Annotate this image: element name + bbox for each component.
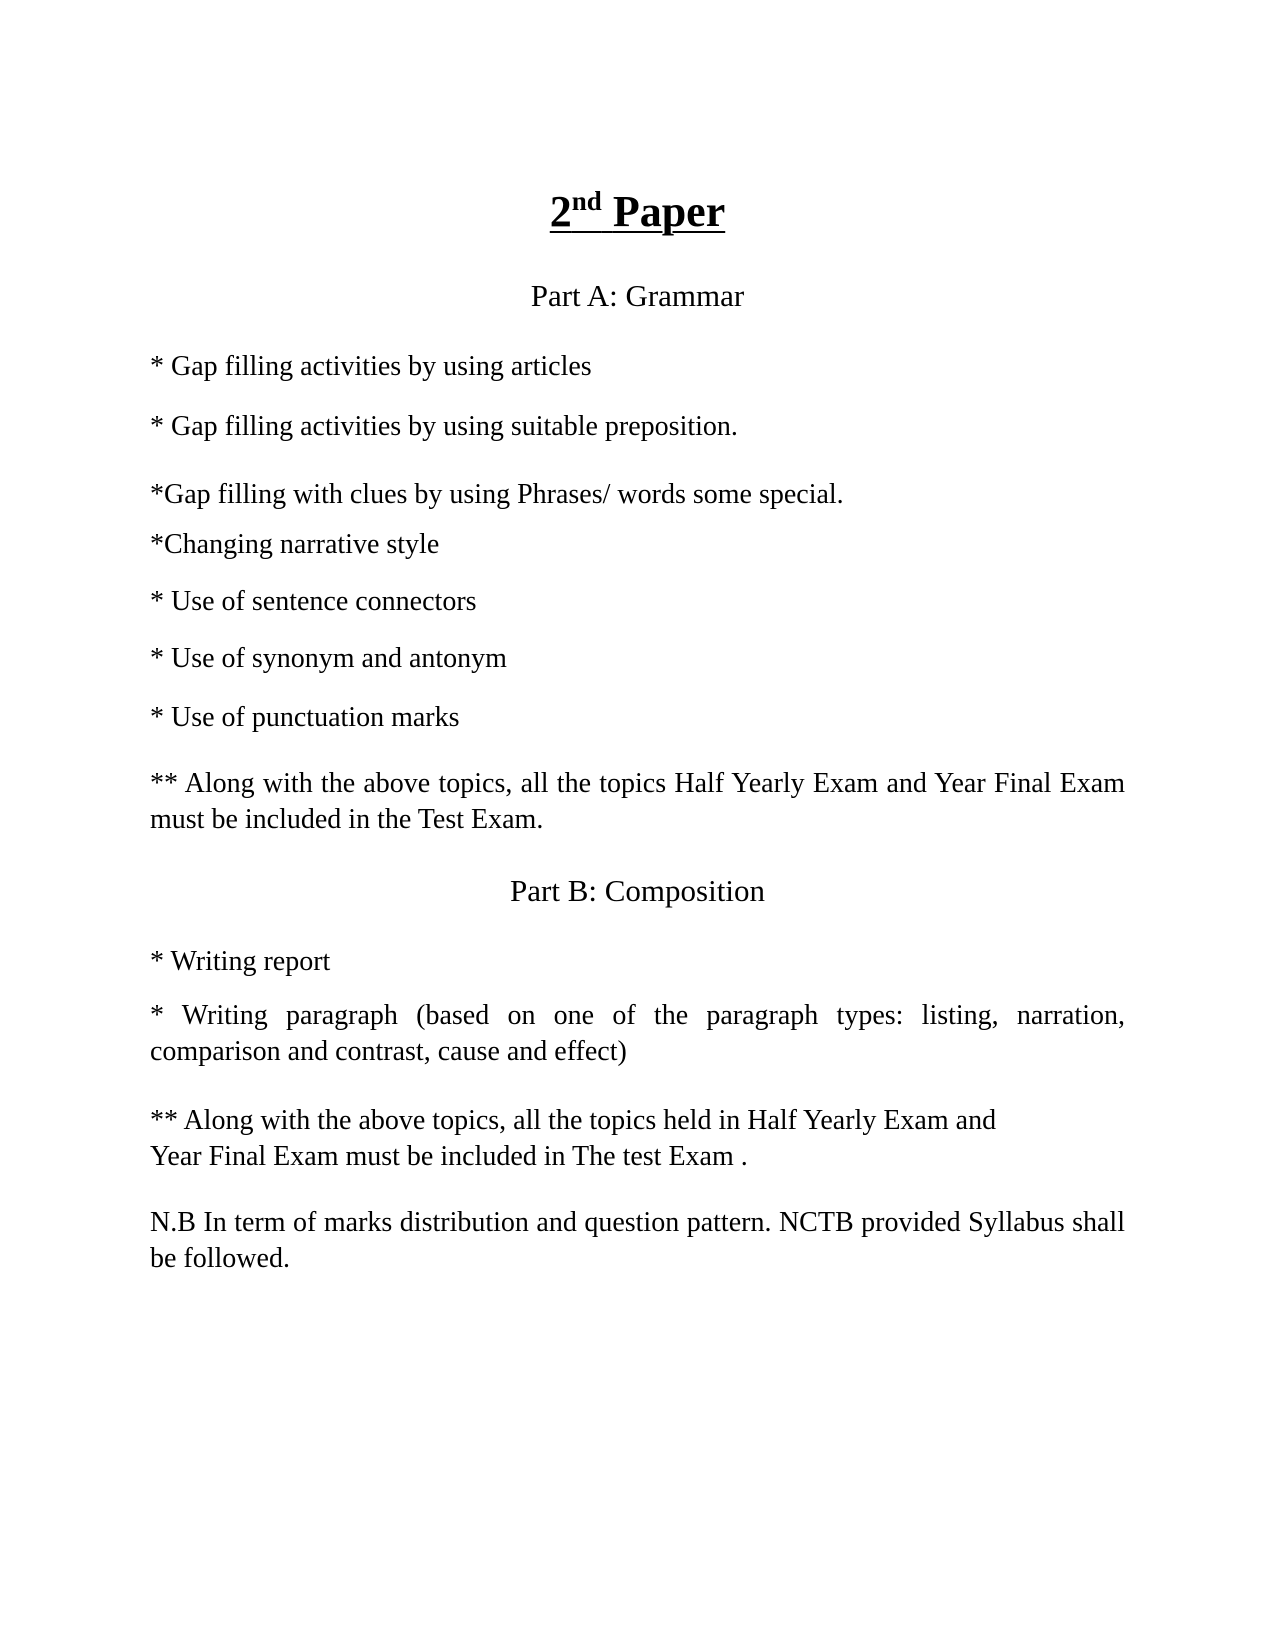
part-b-item: * Writing report: [150, 946, 331, 977]
part-b-heading: Part B: Composition: [510, 873, 765, 908]
part-a-item: *Changing narrative style: [150, 529, 440, 560]
part-a-note: ** Along with the above topics, all the topics Half Yearly Exam and Year Final Exam must be included in the Test Exam.: [150, 768, 1125, 835]
part-a-item: *Gap filling with clues by using Phrases/ words some special.: [150, 479, 844, 510]
part-a-item: * Gap filling activities by using articles: [150, 351, 592, 382]
part-b-note-line: Year Final Exam must be included in The test Exam .: [150, 1141, 748, 1172]
part-a-item: * Use of synonym and antonym: [150, 643, 507, 674]
nb-note: N.B In term of marks distribution and question pattern. NCTB provided Syllabus shall be followed.: [150, 1207, 1125, 1274]
part-a-item: * Use of punctuation marks: [150, 702, 460, 733]
part-a-item: * Gap filling activities by using suitable preposition.: [150, 411, 738, 442]
page-title: [0, 188, 1275, 234]
part-b-note-line: ** Along with the above topics, all the topics held in Half Yearly Exam and: [150, 1105, 997, 1136]
part-b-item: * Writing paragraph (based on one of the paragraph types: listing, narration, comparison and contrast, cause and effect): [150, 1000, 1125, 1067]
part-a-item: * Use of sentence connectors: [150, 586, 477, 617]
title-word: Paper: [612, 187, 726, 236]
title-number: 2: [549, 187, 572, 236]
part-a-heading: Part A: Grammar: [530, 278, 745, 313]
title-ordinal-suffix: nd: [571, 186, 602, 216]
page-title-text: [550, 187, 725, 236]
